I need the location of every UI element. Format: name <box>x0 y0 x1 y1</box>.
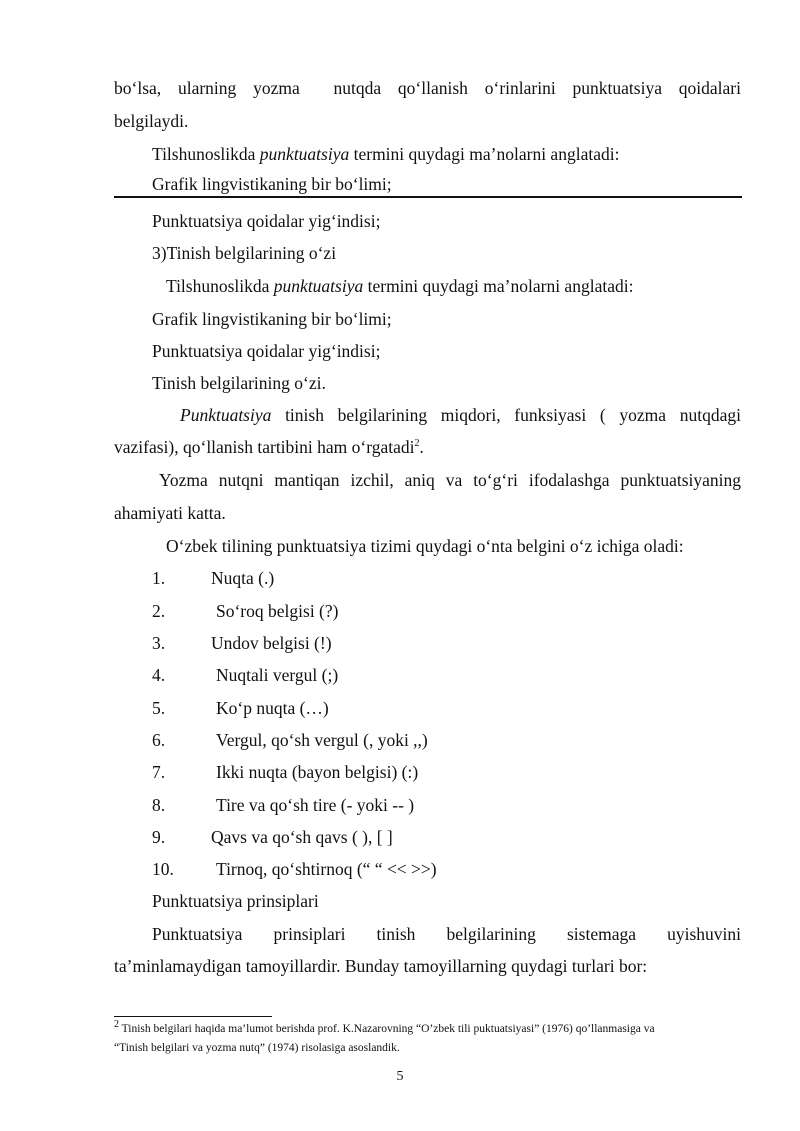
footnote-marker: 2 <box>114 1019 119 1031</box>
paragraph-5-line-2: ta’minlamaydigan tamoyillardir. Bunday tamoyillarning quydagi turlari bor: <box>114 956 648 976</box>
mark-number: 3. <box>152 633 166 653</box>
mark-item: Tire va qo‘sh tire (- yoki -- ) <box>216 795 415 815</box>
mark-number: 1. <box>152 568 166 588</box>
page-number: 5 <box>396 1069 404 1084</box>
mark-item: Nuqtali vergul (;) <box>216 665 339 685</box>
footnote-line-1: $^2$ Tinish belgilari haqida ma’lumot berishda prof. K.Nazarovning “O’zbek tili puktuatsiyasi” (1976) qo’llanmasiga va <box>114 1019 655 1035</box>
paragraph-3-line-1: Yozma nutqni mantiqan izchil, aniq va to‘g‘ri ifodalashga punktuatsiyaning <box>159 470 741 490</box>
mark-item: Qavs va qo‘sh qavs ( ), [ ] <box>211 827 393 847</box>
term-italic: Punktuatsiya <box>180 405 272 425</box>
footnote-reference[interactable]: 2 <box>414 438 420 450</box>
paragraph-3-line-2: ahamiyati katta. <box>114 503 226 523</box>
paragraph-2-line-1: Punktuatsiya tinish belgilarining miqdori, funksiyasi ( yozma nutqdagi <box>180 405 741 425</box>
mark-number: 8. <box>152 795 166 815</box>
list1-item-1: Grafik lingvistikaning bir bo‘limi; <box>152 174 392 194</box>
list2-item-3: Tinish belgilarining o‘zi. <box>152 373 326 393</box>
mark-item: Vergul, qo‘sh vergul (, yoki ,,) <box>216 730 428 750</box>
mark-number: 7. <box>152 762 166 782</box>
paragraph-1-line-1: bo‘lsa, ularning yozma nutqda qo‘llanish o‘rinlarini punktuatsiya qoidalari <box>114 78 741 98</box>
section-heading: Punktuatsiya prinsiplari <box>152 891 319 911</box>
paragraph-4: O‘zbek tilining punktuatsiya tizimi quydagi o‘nta belgini o‘z ichiga oladi: <box>166 536 684 556</box>
footnote-separator <box>114 1016 272 1017</box>
mark-number: 4. <box>152 665 166 685</box>
list1-item-3: 3)Tinish belgilarining o‘zi <box>152 243 337 263</box>
mark-item: Ko‘p nuqta (…) <box>216 698 329 718</box>
mark-number: 5. <box>152 698 166 718</box>
mark-item: So‘roq belgisi (?) <box>216 601 339 621</box>
mark-number: 10. <box>152 859 174 879</box>
list2-item-2: Punktuatsiya qoidalar yig‘indisi; <box>152 341 381 361</box>
term-italic: punktuatsiya <box>273 276 364 296</box>
term-definition-intro-repeat: Tilshunoslikda punktuatsiya termini quydagi ma’nolarni anglatadi: <box>166 276 634 296</box>
paragraph-2-line-2: vazifasi), qo‘llanish tartibini ham o‘rgatadi$^2$. <box>114 437 424 457</box>
horizontal-rule <box>114 196 742 198</box>
paragraph-5-line-1: Punktuatsiya prinsiplari tinish belgilarining sistemaga uyishuvini <box>152 924 741 944</box>
footnote-line-2: “Tinish belgilari va yozma nutq” (1974) risolasiga asoslandik. <box>114 1042 400 1054</box>
mark-item: Undov belgisi (!) <box>211 633 332 653</box>
list2-item-1: Grafik lingvistikaning bir bo‘limi; <box>152 309 392 329</box>
term-definition-intro: Tilshunoslikda punktuatsiya termini quydagi ma’nolarni anglatadi: <box>152 144 620 164</box>
term-italic: punktuatsiya <box>259 144 350 164</box>
mark-number: 6. <box>152 730 166 750</box>
mark-number: 2. <box>152 601 166 621</box>
paragraph-1-line-2: belgilaydi. <box>114 111 189 131</box>
list1-item-2: Punktuatsiya qoidalar yig‘indisi; <box>152 211 381 231</box>
mark-item: Ikki nuqta (bayon belgisi) (:) <box>216 762 419 782</box>
mark-item: Nuqta (.) <box>211 568 275 588</box>
mark-item: Tirnoq, qo‘shtirnoq (“ “ << >>) <box>216 859 437 879</box>
mark-number: 9. <box>152 827 166 847</box>
